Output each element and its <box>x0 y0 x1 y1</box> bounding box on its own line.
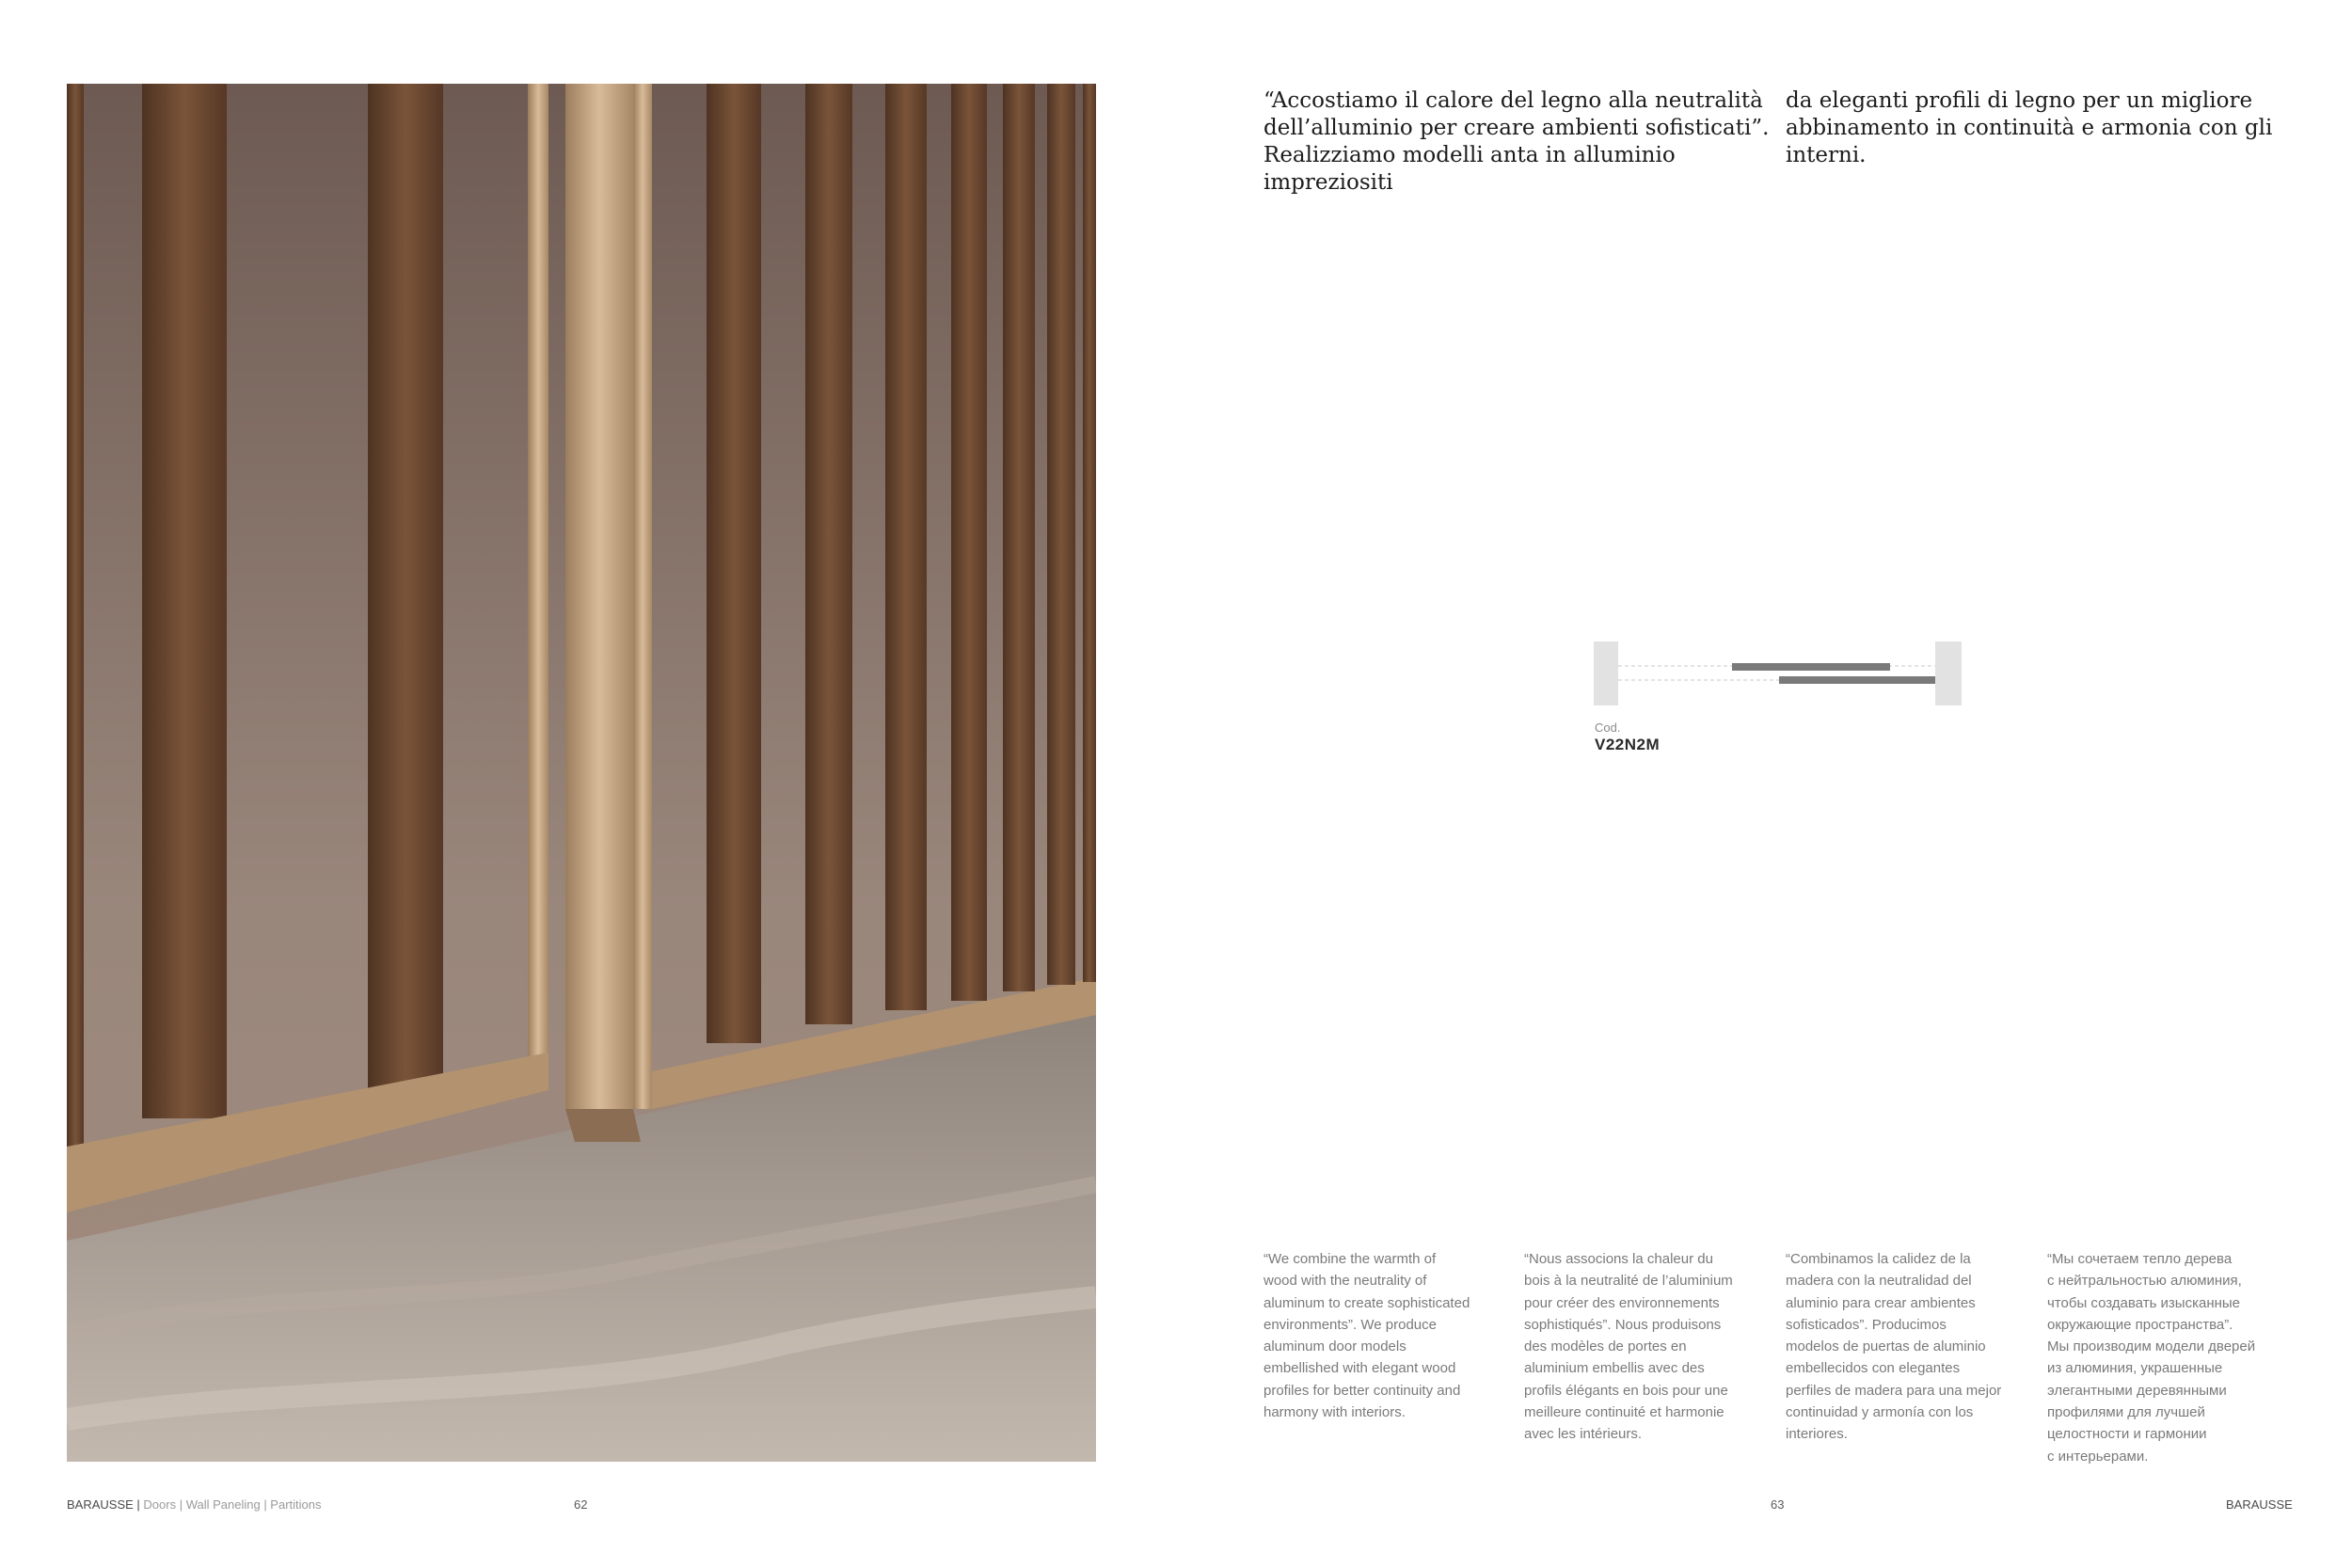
footer-sections: Doors | Wall Paneling | Partitions <box>143 1497 322 1512</box>
translation-spanish: “Combinamos la calidez de la madera con la neutralidad del aluminio para crear ambientes sofisticados”. Producimos modelos de puertas de aluminio embellecidos con elegantes perfiles de madera para una mejor continuidad y armonía con los interiores. <box>1786 1251 2002 1443</box>
wall-left <box>1594 641 1618 705</box>
translation-english: “We combine the warmth of wood with the neutrality of aluminum to create sophisticated environments”. We produce aluminum door models embellished with elegant wood profiles for better continuity and harmony with interiors. <box>1263 1251 1470 1421</box>
footer-separator: | <box>133 1497 144 1512</box>
sliding-door-illustration <box>67 84 1096 1462</box>
product-code-label: Cod. <box>1595 721 1621 735</box>
sliding-door-photo <box>67 84 1096 1462</box>
translation-russian: “Мы сочетаем тепло дерева с нейтральностью алюминия, чтобы создавать изысканные окружающие пространства”. Мы производим модели дверей из алюминия, украшенные элегантными деревянными профилями для лучшей целостности и гармонии с интерьерами. <box>2047 1251 2256 1465</box>
wall-right <box>1935 641 1962 705</box>
intro-text-italian-col1: “Accostiamo il calore del legno alla neutralità dell’alluminio per creare ambienti sofisticati”. Realizziamo modelli anta in alluminio impreziositi <box>1263 88 1770 195</box>
page-number-left: 62 <box>574 1497 588 1512</box>
footer-brand: BARAUSSE <box>67 1497 134 1512</box>
product-code: V22N2M <box>1595 736 1661 753</box>
intro-text-italian-col2: da eleganti profili di legno per un migliore abbinamento in continuità e armonia con gli interni. <box>1786 88 2273 167</box>
footer-brand-right: BARAUSSE <box>2226 1497 2293 1512</box>
page-number-right: 63 <box>1771 1497 1785 1512</box>
door-plan-diagram <box>1594 640 1963 707</box>
translation-french: “Nous associons la chaleur du bois à la neutralité de l’aluminium pour créer des environnements sophistiqués”. Nous produisons des modèles de portes en aluminium embellis avec des profils élégants en bois pour une meilleure continuité et harmonie avec les intérieurs. <box>1524 1251 1733 1443</box>
footer-left <box>67 1497 322 1512</box>
sliding-panel-1 <box>1732 663 1890 671</box>
sliding-panel-2 <box>1779 676 1935 684</box>
